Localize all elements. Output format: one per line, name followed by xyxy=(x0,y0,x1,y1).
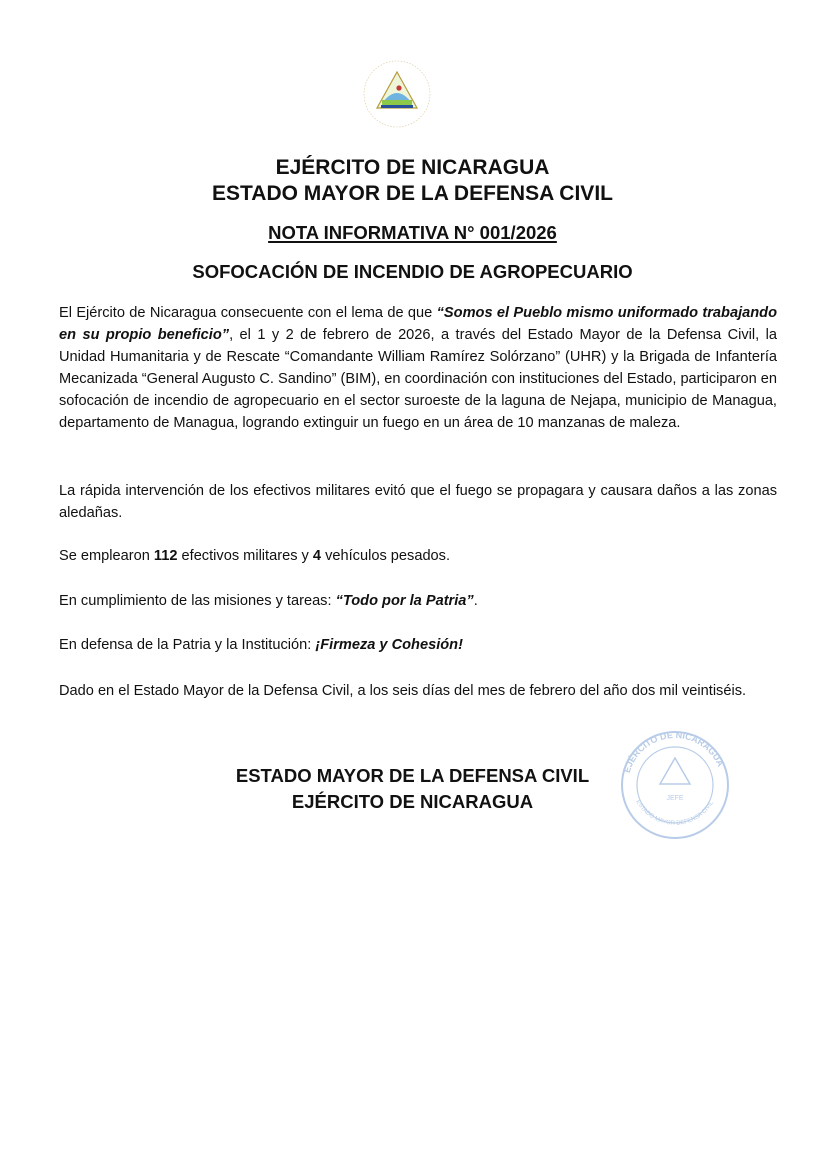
vehicle-count: 4 xyxy=(312,548,322,564)
paragraph-intro: El Ejército de Nicaragua consecuente con el lema de que “Somos el Pueblo mismo uniformado trabajando en su propio beneficio”, el 1 y 2 de febrero de 2026, a través del Estado Mayor de la Defensa Civil, la Unidad Humanitaria y de Rescate “Comandante William Ramírez Solórzano” (UHR) y la Brigada de Infantería Mecanizada “General Augusto C. Sandino” (BIM), en coordinación con instituciones del Estado, participaron en sofocación de incendio de agropecuario en el sector suroeste de la laguna de Nejapa, municipio de Managua, departamento de Managua, logrando extinguir un fuego en un área de 10 manzanas de maleza. xyxy=(59,305,778,431)
nicaragua-coat-of-arms-icon xyxy=(361,58,433,130)
note-number: NOTA INFORMATIVA N° 001/2026 xyxy=(268,222,557,243)
personnel-count: 112 xyxy=(153,548,178,564)
paragraph-resources: Se emplearon 112 efectivos militares y 4 vehículos pesados. xyxy=(59,548,451,564)
note-subject: SOFOCACIÓN DE INCENDIO DE AGROPECUARIO xyxy=(192,261,633,282)
institution-title: EJÉRCITO DE NICARAGUA xyxy=(275,156,550,179)
signature-line-1: ESTADO MAYOR DE LA DEFENSA CIVIL xyxy=(235,765,590,786)
svg-text:ESTADO MAYOR DEFENSA CIVIL: ESTADO MAYOR DEFENSA CIVIL xyxy=(634,799,715,827)
paragraph-date: Dado en el Estado Mayor de la Defensa Civil, a los seis días del mes de febrero del año dos mil veintiséis. xyxy=(59,683,747,699)
paragraph-defense: En defensa de la Patria y la Institución: ¡Firmeza y Cohesión! xyxy=(59,637,463,653)
department-title: ESTADO MAYOR DE LA DEFENSA CIVIL xyxy=(212,182,613,205)
official-seal-icon xyxy=(614,728,736,843)
signature-line-2: EJÉRCITO DE NICARAGUA xyxy=(291,791,534,812)
svg-text:EJÉRCITO DE NICARAGUA: EJÉRCITO DE NICARAGUA xyxy=(621,729,726,774)
paragraph-mission: En cumplimiento de las misiones y tareas: “Todo por la Patria”. xyxy=(59,593,478,609)
svg-text:JEFE: JEFE xyxy=(666,795,684,802)
motto-text: “Somos el Pueblo mismo uniformado trabajando en su propio beneficio” xyxy=(59,305,777,343)
paragraph-intervention: La rápida intervención de los efectivos militares evitó que el fuego se propagara y causara daños a las zonas aledañas. xyxy=(59,483,777,521)
